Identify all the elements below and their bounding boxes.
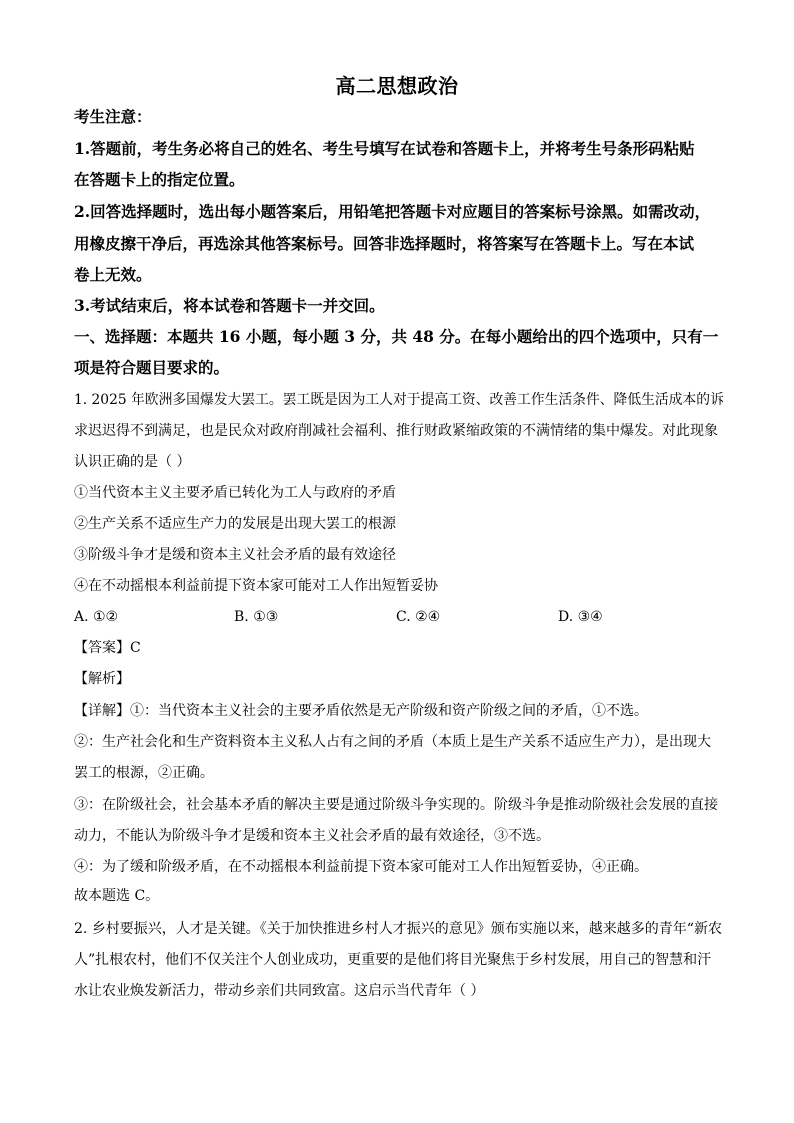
q1-detail-3-line-2: 动力，不能认为阶级斗争才是缓和资本主义社会矛盾的最有效途径，③不选。	[74, 828, 550, 844]
notice-item-1-line-2: 在答题卡上的指定位置。	[74, 170, 245, 189]
q1-option-d: D. ③④	[558, 609, 603, 625]
q2-stem-line-3: 水让农业焕发新活力，带动乡亲们共同致富。这启示当代青年（ ）	[74, 983, 485, 999]
q1-statement-2: ②生产关系不适应生产力的发展是出现大罢工的根源	[74, 516, 396, 532]
q1-detail-3-line-1: ③：在阶级社会，社会基本矛盾的解决主要是通过阶级斗争实现的。阶级斗争是推动阶级社会发展的直接	[74, 797, 718, 813]
notice-heading: 考生注意：	[74, 107, 152, 126]
q1-detail-4: ④：为了缓和阶级矛盾，在不动摇根本利益前提下资本家可能对工人作出短暂妥协，④正确。	[74, 859, 648, 875]
q1-detail-row-1	[74, 701, 648, 721]
notice-item-2-line-1: 2.回答选择题时，选出每小题答案后，用铅笔把答题卡对应题目的答案标号涂黑。如需改动，	[74, 202, 711, 221]
q1-analysis-tag: 【解析】	[74, 671, 130, 687]
q1-stem-line-2: 求迟迟得不到满足，也是民众对政府削减社会福利、推行财政紧缩政策的不满情绪的集中爆发。对此现象	[74, 423, 718, 439]
notice-item-2-line-3: 卷上无效。	[74, 265, 152, 284]
q1-detail-2-line-1: ②：生产社会化和生产资料资本主义私人占有之间的矛盾（本质上是生产关系不适应生产力），是出现大	[74, 734, 711, 750]
q1-option-a: A. ①②	[74, 609, 119, 625]
q1-statement-1: ①当代资本主义主要矛盾已转化为工人与政府的矛盾	[74, 485, 396, 501]
q1-stem-line-3: 认识正确的是（ ）	[74, 454, 191, 470]
q1-stem-line-1: 1. 2025 年欧洲多国爆发大罢工。罢工既是因为工人对于提高工资、改善工作生活条件、降低生活成本的诉	[74, 392, 724, 408]
q2-stem-line-2: 人”扎根农村，他们不仅关注个人创业成功，更重要的是他们将目光聚焦于乡村发展，用自己的智慧和汗	[74, 952, 712, 968]
notice-item-2-line-2: 用橡皮擦干净后，再选涂其他答案标号。回答非选择题时，将答案写在答题卡上。写在本试	[74, 234, 695, 253]
section-heading-line-2: 项是符合题目要求的。	[74, 358, 230, 377]
q1-answer-row	[74, 638, 141, 658]
q1-statement-3: ③阶级斗争才是缓和资本主义社会矛盾的最有效途径	[74, 547, 396, 563]
q1-answer: C	[130, 640, 141, 656]
q2-stem-line-1: 2. 乡村要振兴，人才是关键。《关于加快推进乡村人才振兴的意见》颁布实施以来，越来越多的青年“新农	[74, 921, 722, 937]
q1-answer-tag: 【答案】	[74, 640, 130, 656]
q1-conclusion: 故本题选 C。	[74, 888, 160, 904]
section-heading-line-1: 一、选择题：本题共 16 小题，每小题 3 分，共 48 分。在每小题给出的四个选项中，只有一	[74, 327, 719, 346]
notice-item-1-line-1: 1.答题前，考生务必将自己的姓名、考生号填写在试卷和答题卡上，并将考生号条形码粘贴	[74, 139, 695, 158]
notice-item-3: 3.考试结束后，将本试卷和答题卡一并交回。	[74, 296, 385, 315]
q1-detail-1: ①：当代资本主义社会的主要矛盾依然是无产阶级和资产阶级之间的矛盾，①不选。	[130, 703, 648, 719]
q1-option-b: B. ①③	[234, 609, 279, 625]
page-title: 高二思想政治	[335, 74, 459, 98]
q1-statement-4: ④在不动摇根本利益前提下资本家可能对工人作出短暂妥协	[74, 578, 438, 594]
q1-detail-tag: 【详解】	[74, 703, 130, 719]
q1-option-c: C. ②④	[396, 609, 441, 625]
q1-detail-2-line-2: 罢工的根源，②正确。	[74, 765, 214, 781]
